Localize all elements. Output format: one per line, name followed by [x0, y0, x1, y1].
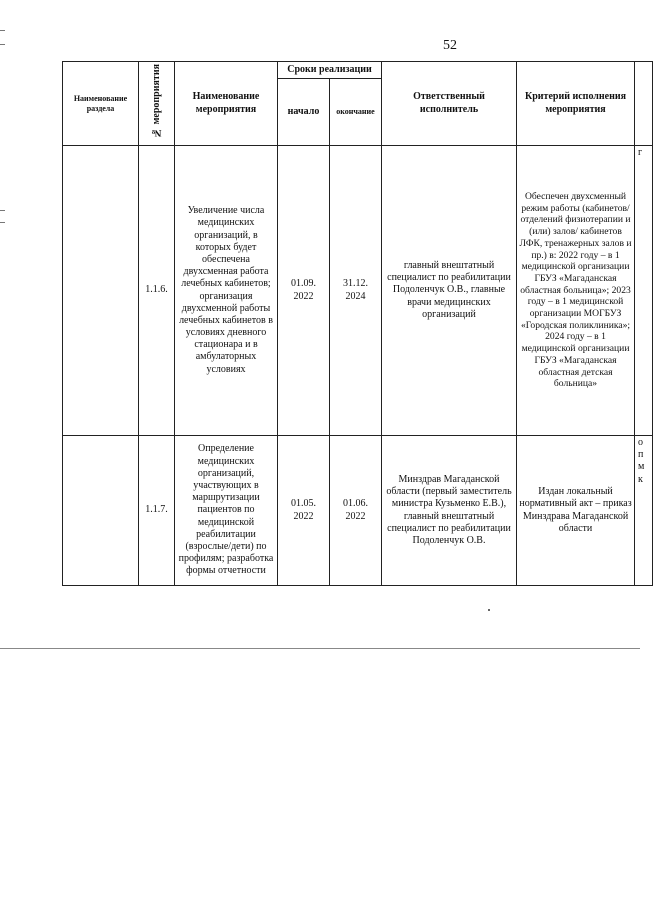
- scan-speck: [488, 609, 490, 611]
- header-section: Наименование раздела: [63, 62, 139, 146]
- header-row-1: [63, 62, 653, 79]
- header-responsible: Ответственный исполнитель: [382, 62, 517, 146]
- page-number: 52: [443, 38, 457, 53]
- scan-edge-mark: [0, 210, 5, 211]
- header-criterion: Критерий исполнения мероприятия: [517, 62, 635, 146]
- header-name: Наименование мероприятия: [175, 62, 278, 146]
- header-number: № мероприятия: [139, 62, 175, 146]
- row-name: Определение медицинских организаций, участвующих в маршрутизации пациентов по медицинской реабилитации (взрослые/дети) по профилям; разработка формы отчетности: [175, 436, 278, 586]
- row-start: 01.09. 2022: [278, 146, 330, 436]
- header-overflow: [635, 62, 653, 146]
- activities-table: [62, 61, 653, 586]
- row-responsible: главный внештатный специалист по реабилитации Подоленчук О.В., главные врачи медицинских организаций: [382, 146, 517, 436]
- row-name: Увеличение числа медицинских организаций, в которых будет обеспечена двухсменная работа лечебных кабинетов; организация двухсменной работы лечебных кабинетов в условиях дневного стационара и в амбулаторных условиях: [175, 146, 278, 436]
- row-criterion: Обеспечен двухсменный режим работы (кабинетов/ отделений физиотерапии и (или) залов/ кабинетов ЛФК, тренажерных залов и пр.) в: 2022 году – в 1 медицинской организации ГБУЗ «Магаданская областная больница»; 2023 году – в 1 медицинской организации МОГБУЗ «Городская поликлиника»; 2024 году – в 1 медицинской организации ГБУЗ «Магаданская областная детская больница»: [517, 146, 635, 436]
- scan-edge-mark: [0, 44, 5, 45]
- scan-edge-mark: [0, 30, 5, 31]
- row-criterion: Издан локальный нормативный акт – приказ Минздрава Магаданской области: [517, 436, 635, 586]
- row-responsible: Минздрав Магаданской области (первый заместитель министра Кузьменко Е.В.), главный внештатный специалист по реабилитации Подоленчук О.В.: [382, 436, 517, 586]
- row-end: 01.06. 2022: [330, 436, 382, 586]
- scan-edge-mark: [0, 222, 5, 223]
- footer-divider: [0, 648, 640, 649]
- row-number: 1.1.6.: [139, 146, 175, 436]
- row-section: [63, 436, 139, 586]
- row-overflow: г: [635, 146, 653, 436]
- header-timing: Сроки реализации: [278, 62, 382, 79]
- header-end: окончание: [330, 79, 382, 146]
- row-number: 1.1.7.: [139, 436, 175, 586]
- row-overflow: о п м к: [635, 436, 653, 586]
- header-start: начало: [278, 79, 330, 146]
- table-row: [63, 436, 653, 586]
- row-start: 01.05. 2022: [278, 436, 330, 586]
- table-row: [63, 146, 653, 436]
- row-section: [63, 146, 139, 436]
- row-end: 31.12. 2024: [330, 146, 382, 436]
